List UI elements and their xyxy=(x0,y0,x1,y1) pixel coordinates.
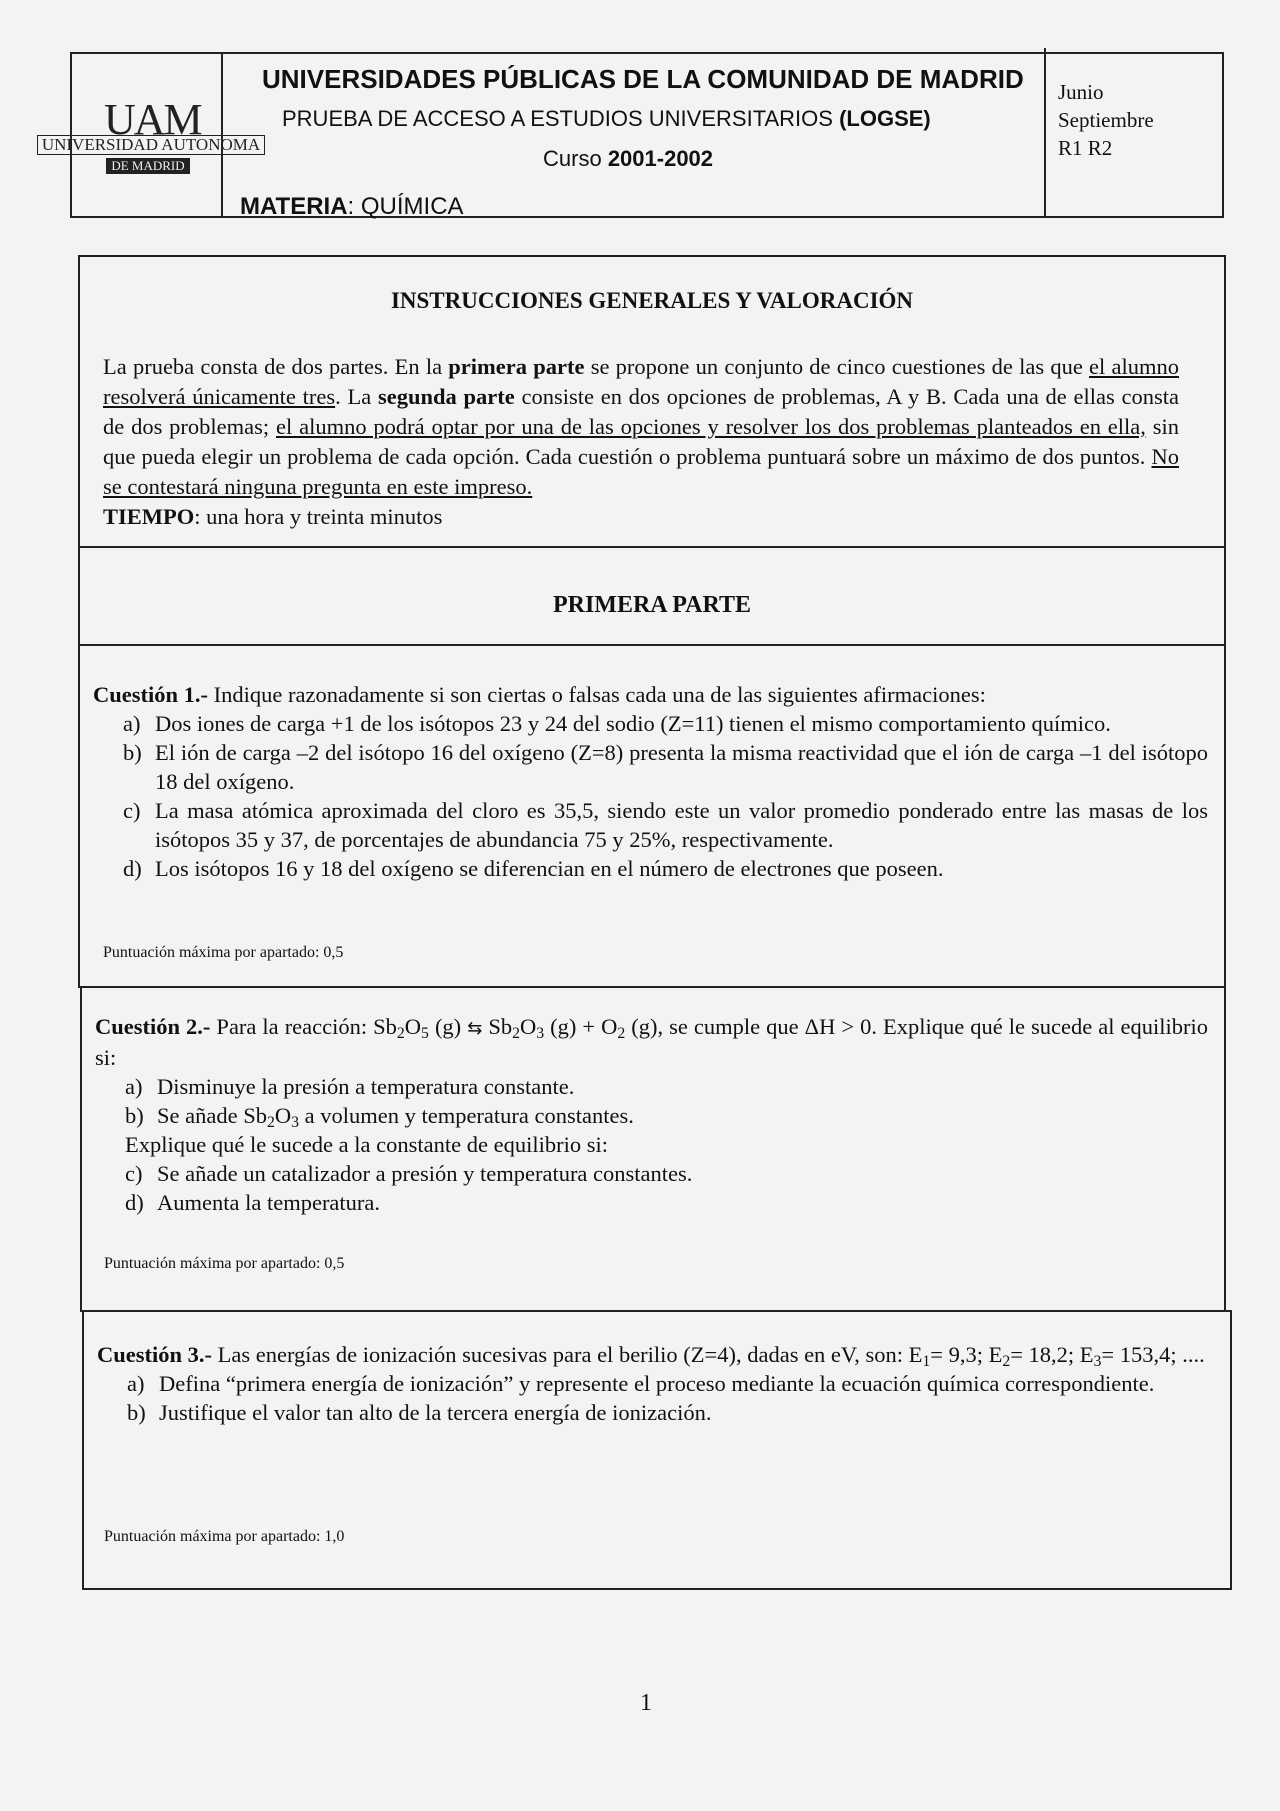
question-2-item-c: c) Se añade un catalizador a presión y temperatura constantes. xyxy=(125,1161,693,1186)
page-number: 1 xyxy=(640,1690,652,1716)
question-1-item-b: b) El ión de carga –2 del isótopo 16 del oxígeno (Z=8) presenta la misma reactividad que el ión de carga –1 del isótopo 18 del oxígeno. xyxy=(123,740,1208,794)
exam-heading: PRUEBA DE ACCESO A ESTUDIOS UNIVERSITARIOS (LOGSE) xyxy=(282,106,931,131)
question-2-item-b: b) Se añade $Sb_2O_3$ a volumen y temperatura constantes. xyxy=(125,1103,634,1131)
subject-line: MATERIA: QUÍMICA xyxy=(240,193,464,220)
university-logo: UAM xyxy=(104,95,201,144)
instructions-text: La prueba consta de dos partes. En la primera parte se propone un conjunto de cinco cuestiones de las que el alumno resolverá únicamente tres. La segunda parte consiste en dos opciones de problemas, A y B. Cada una de ellas consta de dos problemas; el alumno podrá optar por una de las opciones y resolver los dos problemas planteados en ella, sin que pueda elegir un problema de cada opción. Cada cuestión o problema puntuará sobre un máximo de dos puntos. No se contestará ninguna pregunta en este impreso. TIEMPO: una hora y treinta minutos xyxy=(103,354,1179,529)
question-2-score: Puntuación máxima por apartado: 0,5 xyxy=(104,1255,345,1272)
header-divider-right xyxy=(1044,48,1046,218)
session-box: Junio Septiembre R1 R2 xyxy=(1058,80,1154,160)
question-1-item-d: d) Los isótopos 16 y 18 del oxígeno se diferencian en el número de electrones que poseen. xyxy=(123,856,944,881)
question-3-item-a: a) Defina “primera energía de ionización” y represente el proceso mediante la ecuación química correspondiente. xyxy=(127,1371,1155,1396)
question-2-item-a: a) Disminuye la presión a temperatura constante. xyxy=(125,1074,575,1099)
instructions-title: INSTRUCCIONES GENERALES Y VALORACIÓN xyxy=(390,288,914,313)
question-1: Cuestión 1.- Indique razonadamente si son ciertas o falsas cada una de las siguientes afirmaciones: a) Dos iones de carga +1 de los isótopos 23 y 24 del sodio (Z=11) tienen el mismo comportamiento químico. b) El ión de carga –2 del isótopo 16 del oxígeno (Z=8) presenta la misma reactividad que el ión de carga –1 del isótopo 18 del oxígeno. c) La masa atómica aproximada del cloro es 35,5, siendo este un valor promedio ponderado entre las masas de los isótopos 35 y 37, de porcentajes de abundancia 75 y 25%, respectivamente. d) Los isótopos 16 y 18 del oxígeno se diferencian en el número de electrones que poseen. xyxy=(93,682,1208,881)
question-2: Cuestión 2.- Para la reacción: $Sb_2O_5$ (g) ⇆ $Sb_2O_3$ $(g) + O_2$ (g), se cumple que ΔH > 0. Explique qué le sucede al equilibrio si: a) Disminuye la presión a temperatura constante. b) Se añade $Sb_2O_3$ a volumen y temperatura constantes. Explique qué le sucede a la constante de equilibrio si: c) Se añade un catalizador a presión y temperatura constantes. d) Aumenta la temperatura. xyxy=(95,1014,1208,1215)
course-line: Curso 2001-2002 xyxy=(543,146,714,171)
question-3-item-b: b) Justifique el valor tan alto de la tercera energía de ionización. xyxy=(127,1400,712,1425)
question-1-score: Puntuación máxima por apartado: 0,5 xyxy=(103,944,344,961)
equilibrium-arrows-icon: ⇆ xyxy=(467,1018,483,1039)
question-1-item-c: c) La masa atómica aproximada del cloro es 35,5, siendo este un valor promedio ponderado entre las masas de los isótopos 35 y 37, de porcentajes de abundancia 75 y 25%, respectivamente. xyxy=(123,798,1208,852)
part-title: PRIMERA PARTE xyxy=(552,592,752,618)
question-2-item-d: d) Aumenta la temperatura. xyxy=(125,1190,381,1215)
question-3-score: Puntuación máxima por apartado: 1,0 xyxy=(104,1528,345,1545)
logo-caption: UNIVERSIDAD AUTONOMA xyxy=(37,135,265,155)
logo-subcaption: DE MADRID xyxy=(106,158,190,174)
question-3: Cuestión 3.- Las energías de ionización sucesivas para el berilio (Z=4), dadas en eV, son: $E_1= 9,3$; $E_2= 18,2$; $E_3= 153,4$; .... a) Defina “primera energía de ionización” y represente el proceso mediante la ecuación química correspondiente. b) Justifique el valor tan alto de la tercera energía de ionización. xyxy=(97,1340,1210,1427)
question-2-subheading: Explique qué le sucede a la constante de equilibrio si: xyxy=(125,1132,608,1157)
question-1-item-a: a) Dos iones de carga +1 de los isótopos 23 y 24 del sodio (Z=11) tienen el mismo comportamiento químico. xyxy=(123,711,1111,736)
university-heading: UNIVERSIDADES PÚBLICAS DE LA COMUNIDAD DE MADRID xyxy=(262,64,1024,94)
